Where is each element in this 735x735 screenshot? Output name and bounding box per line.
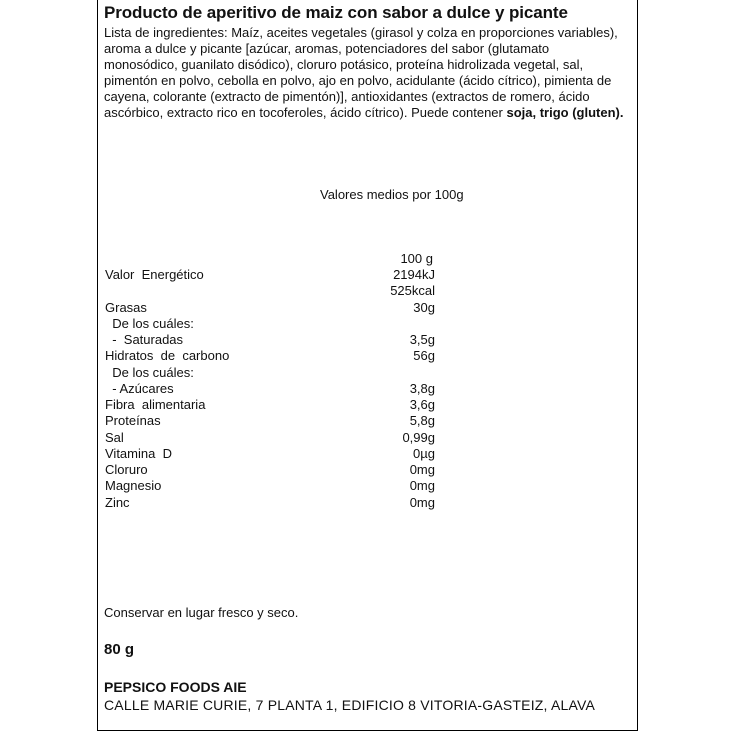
nutrition-row <box>0 365 735 381</box>
nutrition-row <box>0 430 735 446</box>
storage-instructions: Conservar en lugar fresco y seco. <box>104 605 299 620</box>
nutrition-row <box>0 462 735 478</box>
nutrient-name: Zinc <box>105 494 130 510</box>
nutrition-row <box>0 267 735 283</box>
nutrient-value: 525kcal <box>390 283 435 299</box>
nutrient-name: - Saturadas <box>105 332 184 347</box>
nutrient-name: - Azúcares <box>105 380 174 396</box>
nutrient-name: De los cuáles: <box>105 364 194 380</box>
nutrient-name: Valor Energético <box>105 267 204 282</box>
column-header-100g: 100 g <box>400 251 433 266</box>
nutrition-row <box>0 381 735 397</box>
nutrition-row <box>0 316 735 332</box>
nutrient-name: Hidratos de carbono <box>105 348 230 364</box>
allergens-text: soja, trigo (gluten). <box>506 105 624 120</box>
nutrition-row <box>0 495 735 511</box>
nutrient-name: De los cuáles: <box>105 315 194 331</box>
nutrient-value: 0,99g <box>402 429 435 445</box>
nutrition-row <box>0 300 735 316</box>
nutrient-value: 0mg <box>409 494 435 510</box>
nutrient-value: 3,8g <box>409 380 435 396</box>
nutrient-name: Cloruro <box>105 462 148 477</box>
nutrient-name: Magnesio <box>105 478 162 494</box>
nutrition-row <box>0 413 735 429</box>
nutrition-row <box>0 478 735 494</box>
nutrient-name: Fibra alimentaria <box>105 397 206 412</box>
nutrition-row <box>0 397 735 413</box>
nutrient-value: 3,6g <box>409 397 435 412</box>
nutrition-row <box>0 332 735 348</box>
nutrient-value: 0mg <box>409 462 435 477</box>
nutrition-row <box>0 283 735 299</box>
nutrition-row <box>0 348 735 364</box>
product-title: Producto de aperitivo de maiz con sabor a dulce y picante <box>104 3 568 22</box>
nutrient-name: Sal <box>105 429 124 445</box>
nutrient-value: 56g <box>413 348 435 364</box>
company-address: CALLE MARIE CURIE, 7 PLANTA 1, EDIFICIO 8 VITORIA-GASTEIZ, ALAVA <box>104 697 596 713</box>
nutrient-value: 0mg <box>409 478 435 494</box>
nutrient-value: 5,8g <box>409 413 435 429</box>
company-name: PEPSICO FOODS AIE <box>104 679 247 695</box>
nutrient-name: Vitamina D <box>105 445 172 461</box>
nutrient-value: 2194kJ <box>393 267 435 282</box>
nutrition-row <box>0 446 735 462</box>
nutrition-header-row <box>0 251 735 267</box>
nutrient-value: 30g <box>413 299 435 315</box>
nutrient-value: 0µg <box>413 445 435 461</box>
nutrient-value: 3,5g <box>409 332 435 347</box>
ingredients-list <box>104 25 624 121</box>
nutrient-name: Grasas <box>105 299 147 315</box>
nutrient-name: Proteínas <box>105 413 161 429</box>
ingredients-text: Lista de ingredientes: Maíz, aceites vegetales (girasol y colza en proporciones variables), aroma a dulce y picante [azúcar, aromas, potenciadores del sabor (glutamato monosódico, guanilato disódico), cloruro potásico, proteína hidrolizada vegetal, sal, pimentón en polvo, cebolla en polvo, ajo en polvo, acidulante (ácido cítrico), pimienta de cayena, colorante (extracto de pimentón)], antioxidantes (extractos de romero, ácido ascórbico, extracto rico en tocoferoles, ácido cítrico). Puede contener <box>104 25 618 120</box>
per-100g-heading: Valores medios por 100g <box>320 187 464 202</box>
net-weight: 80 g <box>104 641 135 658</box>
